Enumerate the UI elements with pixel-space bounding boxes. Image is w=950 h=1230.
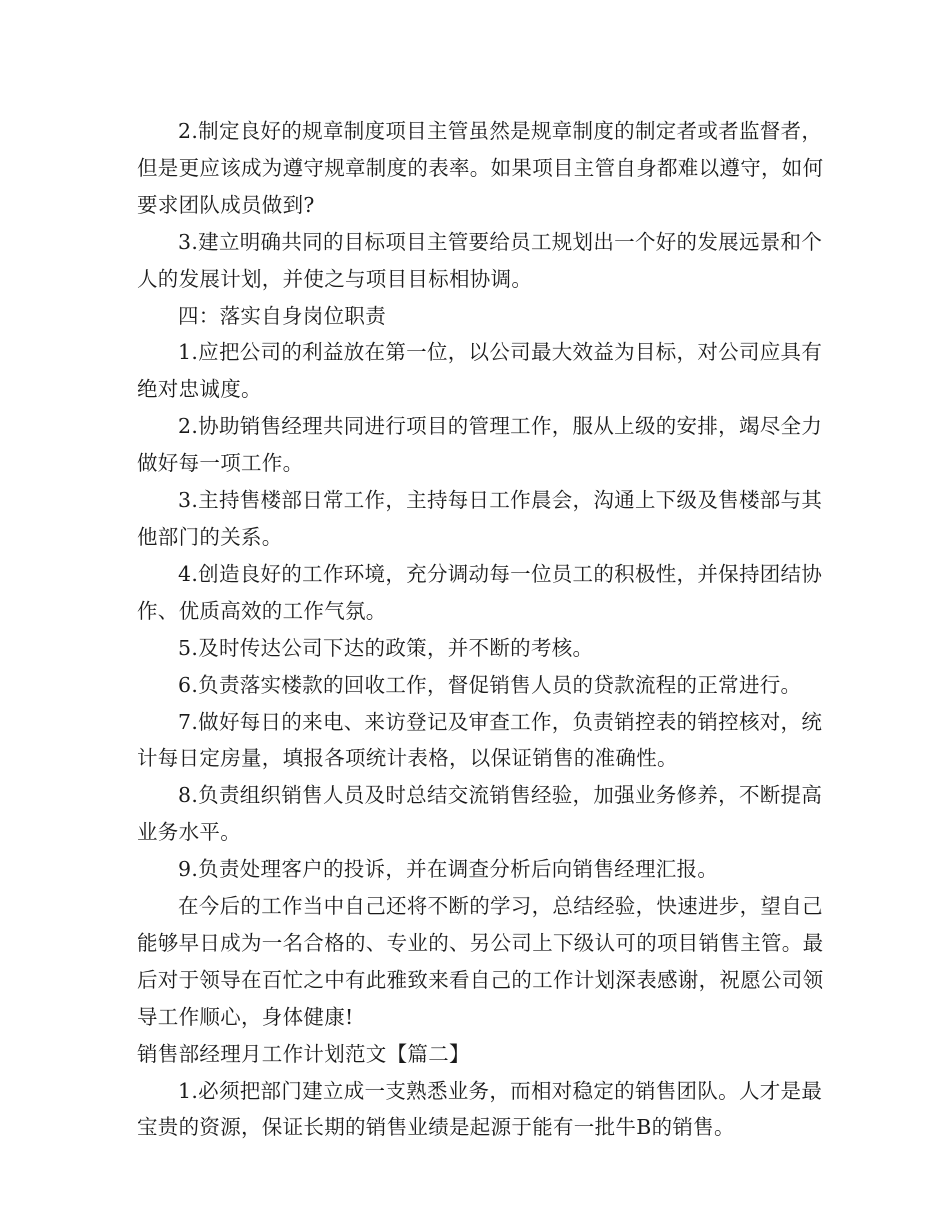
paragraph-closing: 在今后的工作当中自己还将不断的学习，总结经验，快速进步，望自己能够早日成为一名合格的、专业的、另公司上下级认可的项目销售主管。最后对于领导在百忙之中有此雅致来看自己的工作计划深表感谢，祝愿公司领导工作顺心，身体健康! — [137, 894, 824, 1029]
paragraph-part-two-1: 1.必须把部门建立成一支熟悉业务，而相对稳定的销售团队。人才是最宝贵的资源，保证长期的销售业绩是起源于能有一批牛B的销售。 — [137, 1078, 823, 1140]
paragraph-duty-9: 9.负责处理客户的投诉，并在调查分析后向销售经理汇报。 — [178, 857, 719, 882]
document-body — [137, 113, 827, 1146]
paragraph-duty-8: 8.负责组织销售人员及时总结交流销售经验，加强业务修养，不断提高业务水平。 — [137, 783, 823, 845]
paragraph-duty-3: 3.主持售楼部日常工作，主持每日工作晨会，沟通上下级及售楼部与其他部门的关系。 — [137, 488, 823, 549]
paragraph-duty-1: 1.应把公司的利益放在第一位，以公司最大效益为目标，对公司应具有绝对忠诚度。 — [137, 340, 823, 402]
paragraph-goals-3: 3.建立明确共同的目标项目主管要给员工规划出一个好的发展远景和个人的发展计划，并使之与项目目标相协调。 — [137, 229, 823, 291]
paragraph-duty-7: 7.做好每日的来电、来访登记及审查工作，负责销控表的销控核对，统计每日定房量，填报各项统计表格，以保证销售的准确性。 — [137, 709, 823, 771]
section-title-part-two: 销售部经理月工作计划范文【篇二】 — [137, 1041, 470, 1066]
paragraph-duty-2: 2.协助销售经理共同进行项目的管理工作，服从上级的安排，竭尽全力做好每一项工作。 — [137, 414, 823, 476]
paragraph-duty-5: 5.及时传达公司下达的政策，并不断的考核。 — [178, 635, 594, 660]
section-heading-duties: 四：落实自身岗位职责 — [178, 303, 386, 328]
paragraph-rules-2: 2.制定良好的规章制度项目主管虽然是规章制度的制定者或者监督者，但是更应该成为遵守规章制度的表率。如果项目主管自身都难以遵守，如何要求团队成员做到? — [137, 119, 824, 217]
paragraph-duty-4: 4.创造良好的工作环境，充分调动每一位员工的积极性，并保持团结协作、优质高效的工作气氛。 — [137, 561, 823, 623]
paragraph-duty-6: 6.负责落实楼款的回收工作，督促销售人员的贷款流程的正常进行。 — [178, 672, 802, 697]
